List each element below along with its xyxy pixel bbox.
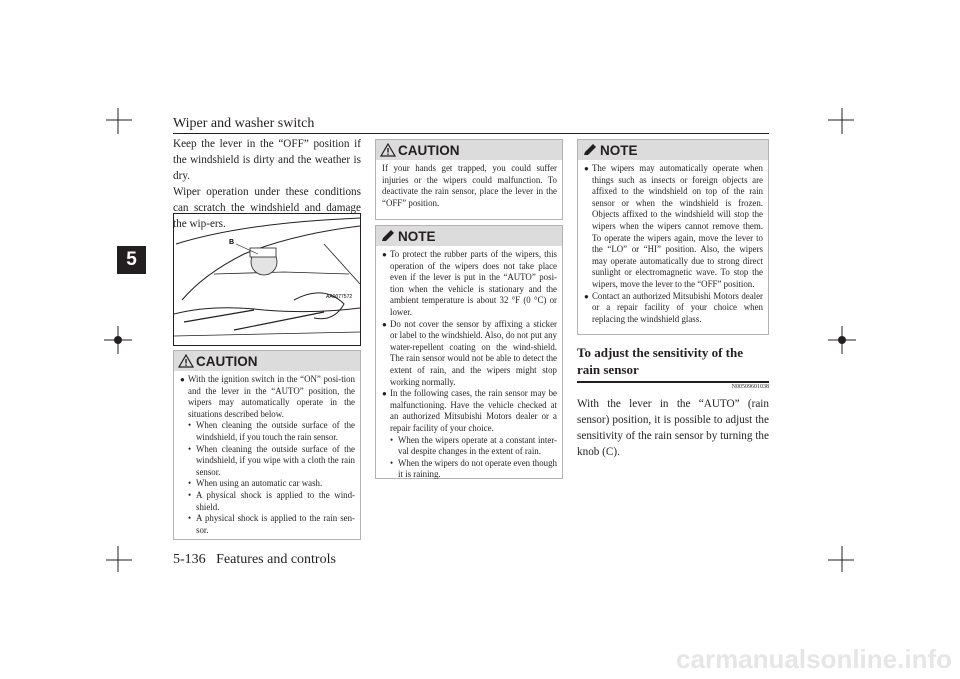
caution-box-left (173, 350, 361, 540)
bullet-text: With the ignition switch in the “ON” posi-tion and the lever in the “AUTO” position, the wipers may automatically operate in the situations described below. (188, 374, 355, 419)
footer-section: Features and controls (216, 552, 336, 567)
note-bullet (382, 249, 557, 319)
illustration-label-b: B (229, 239, 235, 246)
list-item-text: When the wipers operate at a constant inter-val despite changes in the extent of rain. (398, 434, 557, 457)
note-header (578, 140, 768, 160)
bullet-icon: ● (382, 250, 387, 259)
section-rule (577, 381, 769, 383)
section-code: N00509601038 (731, 384, 769, 390)
bullet-icon: ● (382, 389, 387, 399)
windshield-drawing (174, 214, 360, 345)
bullet-icon: ● (584, 291, 589, 301)
bullet-text: The wipers may automatically operate when things such as insects or foreign objects are affixed to the windshield on top of the rain sensor or when the windshield is frozen. Objects affixed to the windshield will stop the wipers when the wipers cannot remove them. To operate the wipers again, move the lever to the “LO” or “HI” position. Also, the wipers may operate automatically due to strong direct sunlight or electromagnetic wave. To stop the wipers, move the lever to the “OFF” position. (592, 163, 763, 289)
caution-body: If your hands get trapped, you could suffer injuries or the wipers could malfunction. To deactivate the rain sensor, place the lever in the “OFF” position. (382, 163, 557, 208)
note-body (578, 160, 768, 329)
page-number: 5-136 (173, 552, 206, 567)
caution-title: CAUTION (398, 142, 460, 158)
note-box-middle (375, 225, 563, 479)
list-item: • When cleaning the outside surface of the windshield, if you touch the rain sensor. (188, 420, 355, 442)
bullet-text: In the following cases, the rain sensor may be malfunctioning. Have the vehicle checked at an authorized Mitsubishi Motors dealer or a repair facility of your choice. (390, 388, 557, 433)
section-title: To adjust the sensitivity of the rain sensor (577, 345, 744, 377)
warning-triangle-icon (380, 143, 396, 157)
illustration-code: AA0077572 (326, 294, 353, 300)
note-bullet (584, 163, 763, 291)
note-bullet (584, 291, 763, 326)
bullet-text: Contact an authorized Mitsubishi Motors dealer or a repair facility of your choice when replacing the windshield glass. (592, 290, 763, 324)
chapter-tab: 5 (117, 246, 146, 274)
intro-paragraph: Wiper operation under these conditions can scratch the windshield and damage the wip-ers. (173, 186, 361, 230)
header-rule (173, 133, 769, 134)
list-item-text: A physical shock is applied to the rain sen-sor. (196, 513, 355, 535)
list-item: • A physical shock is applied to the wind-shield. (188, 489, 355, 512)
note-title: NOTE (398, 228, 436, 244)
caution-box-middle (375, 139, 563, 220)
list-item: • When using an automatic car wash. (188, 478, 355, 490)
note-body (376, 246, 562, 485)
sensitivity-section (577, 344, 769, 460)
note-box-right (577, 139, 769, 335)
note-bullet (382, 388, 557, 434)
bullet-icon: ● (382, 319, 387, 329)
bullet-text: To protect the rubber parts of the wipers, this operation of the wipers does not take place even if the lever is put in the “AUTO” posi-tion when the vehicle is stationary and the ambient temperature is about 32 °F (0 °C) or lower. (390, 249, 557, 317)
caution-body (174, 371, 360, 540)
list-item-text: A physical shock is applied to the wind-shield. (196, 489, 355, 512)
list-item: • When the wipers operate at a constant inter-val despite changes in the extent of rain. (390, 434, 557, 457)
list-item: • When the wipers do not operate even though it is raining. (390, 457, 557, 480)
caution-header (174, 351, 360, 371)
pencil-note-icon (380, 229, 396, 243)
caution-header (376, 140, 562, 160)
caution-bullet (180, 374, 355, 420)
page-header-title: Wiper and washer switch (173, 116, 315, 131)
note-bullet (382, 319, 557, 389)
bullet-icon: ● (584, 164, 589, 173)
caution-title: CAUTION (196, 353, 258, 369)
bullet-text: Do not cover the sensor by affixing a sticker or label to the windshield. Also, do not put any water-repellent coating on the wind-shield. The rain sensor would not be able to detect the extent of rain, and the wipers might stop working normally. (390, 318, 557, 387)
bullet-icon: ● (180, 375, 185, 384)
list-item: • A physical shock is applied to the rain sen-sor. (188, 513, 355, 535)
section-text: With the lever in the “AUTO” (rain sensor) position, it is possible to adjust the sensitivity of the rain sensor by turning the knob (C). (577, 398, 769, 458)
note-header (376, 226, 562, 246)
note-title: NOTE (600, 142, 638, 158)
pencil-note-icon (582, 143, 598, 157)
windshield-illustration (173, 213, 361, 346)
intro-paragraph: Keep the lever in the “OFF” position if the windshield is dirty and the weather is dry. (173, 138, 361, 182)
warning-triangle-icon (178, 354, 194, 368)
watermark: carmanualsonline.info (676, 644, 952, 674)
list-item-text: When the wipers do not operate even though it is raining. (398, 457, 557, 480)
list-item-text: When cleaning the outside surface of the windshield, if you wipe with a cloth the rain sensor. (196, 443, 355, 477)
page-footer (173, 552, 336, 568)
list-item-text: When using an automatic car wash. (196, 478, 323, 489)
list-item-text: When cleaning the outside surface of the windshield, if you touch the rain sensor. (196, 420, 355, 442)
list-item: • When cleaning the outside surface of the windshield, if you wipe with a cloth the rain sensor. (188, 443, 355, 477)
